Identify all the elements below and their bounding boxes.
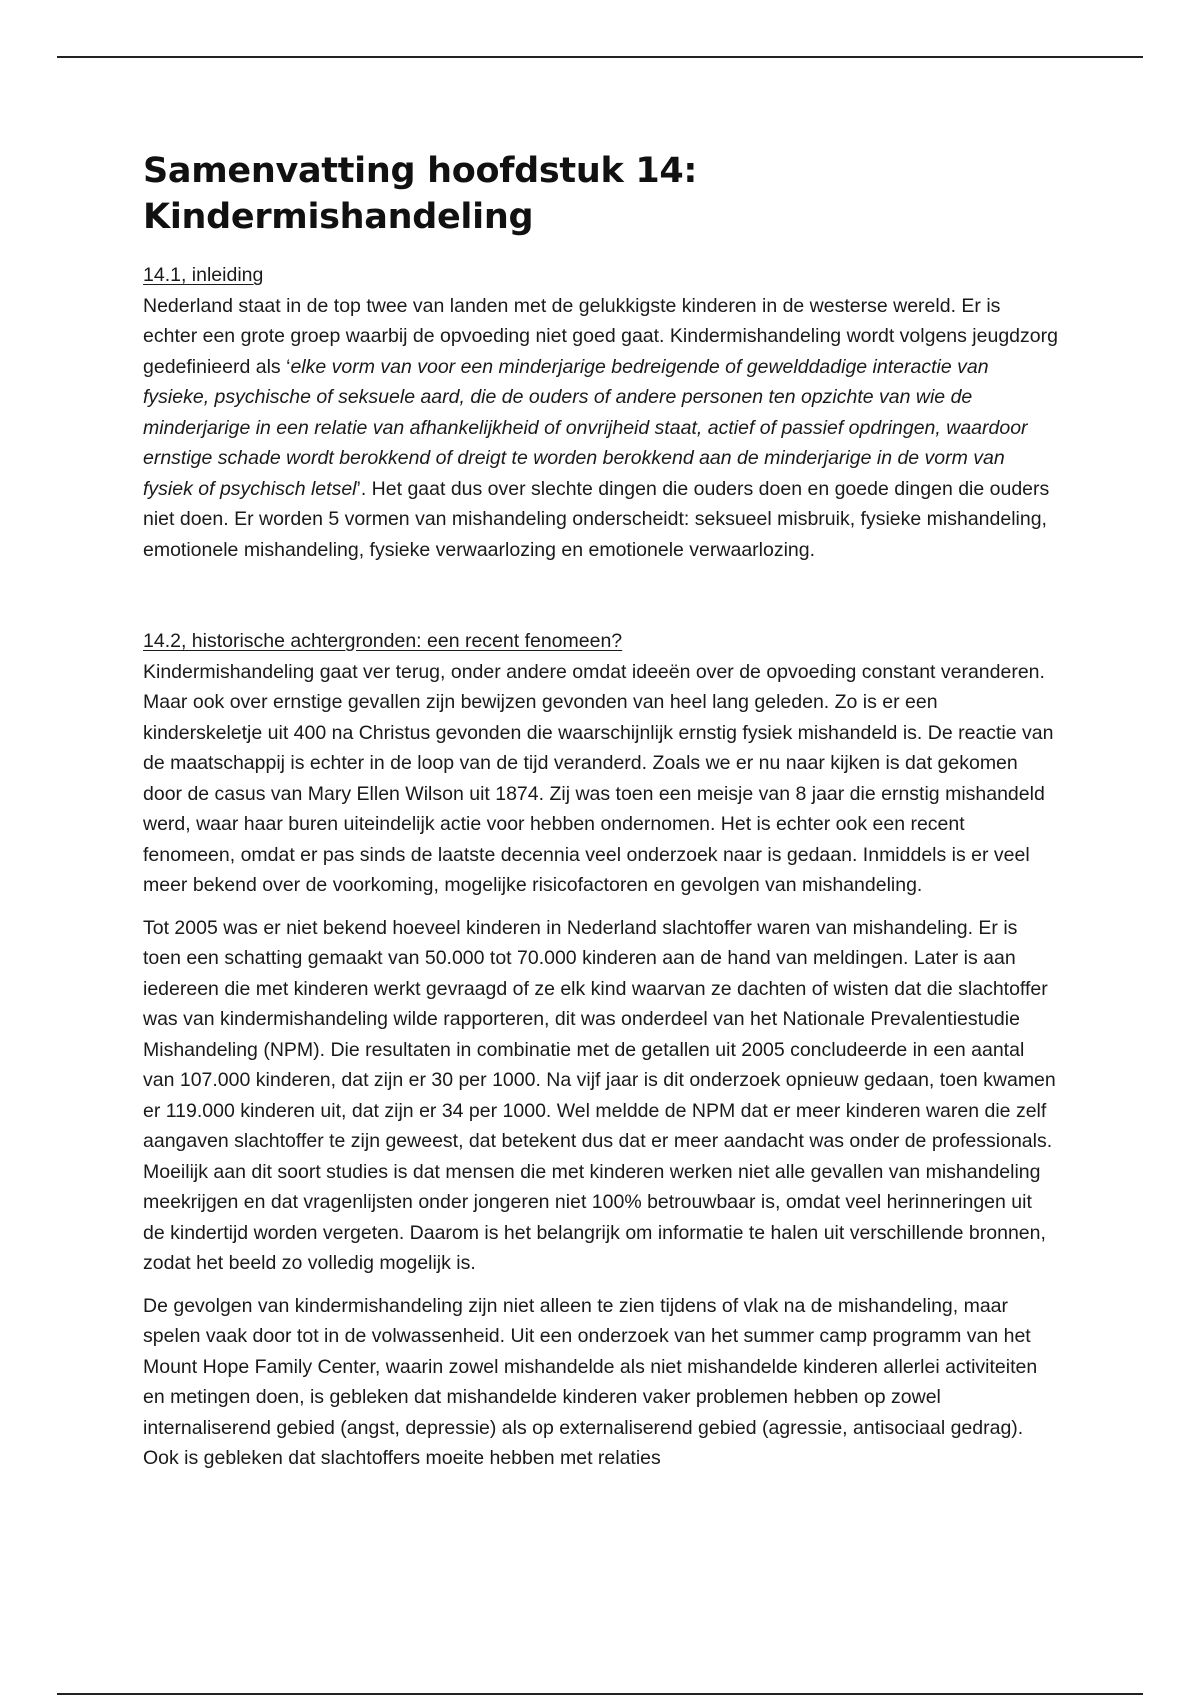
paragraph-consequences: De gevolgen van kindermishandeling zijn niet alleen te zien tijdens of vlak na de mishandeling, maar spelen vaak door tot in de volwassenheid. Uit een onderzoek van het summer camp programm van het Mount Hope Family Center, waarin zowel mishandelde als niet mishandelde kinderen allerlei activiteiten en metingen doen, is gebleken dat mishandelde kinderen vaker problemen hebben op zowel internaliserend gebied (angst, depressie) als op externaliserend gebied (agressie, antisociaal gedrag). Ook is gebleken dat slachtoffers moeite hebben met relaties: [143, 1294, 1038, 1469]
definition-quote: elke vorm van voor een minderjarige bedreigende of gewelddadige interactie van fysieke, psychische of seksuele aard, die de ouders of andere personen ten opzichte van wie de minderjarige in een relatie van afhankelijkheid of onvrijheid staat, actief of passief opdringen, waardoor ernstige schade wordt berokkend of dreigt te worden berokkend aan de minderjarige in de vorm van fysiek of psychisch letsel: [143, 355, 1028, 500]
document-body: [143, 148, 1058, 1474]
section-spacer: [143, 565, 1058, 626]
paragraph-inleiding: [143, 291, 1058, 566]
bottom-rule: [57, 1693, 1143, 1695]
section-heading-14-2: 14.2, historische achtergronden: een recent fenomeen?: [143, 630, 623, 652]
top-rule: [57, 56, 1143, 58]
paragraph-prevalence: Tot 2005 was er niet bekend hoeveel kinderen in Nederland slachtoffer waren van mishandeling. Er is toen een schatting gemaakt van 50.000 tot 70.000 kinderen aan de hand van meldingen. Later is aan iedereen die met kinderen werkt gevraagd of ze elk kind waarvan ze dachten of wisten dat die slachtoffer was van kindermishandeling wilde rapporteren, dit was onderdeel van het Nationale Prevalentiestudie Mishandeling (NPM). Die resultaten in combinatie met de getallen uit 2005 concludeerde in een aantal van 107.000 kinderen, dat zijn er 30 per 1000. Na vijf jaar is dit onderzoek opnieuw gedaan, toen kwamen er 119.000 kinderen uit, dat zijn er 34 per 1000. Wel meldde de NPM dat er meer kinderen waren die zelf aangaven slachtoffer te zijn geweest, dat betekent dus dat er meer aandacht was onder de professionals.: [143, 916, 1056, 1152]
page-title: Samenvatting hoofdstuk 14: Kindermishandeling: [143, 151, 698, 237]
paragraph-text: ’. Het gaat dus over slechte dingen die ouders doen en goede dingen die ouders niet doen. Er worden 5 vormen van mishandeling onderscheidt: seksueel misbruik, fysieke mishandeling, emotionele mishandeling, fysieke verwaarlozing en emotionele verwaarlozing.: [143, 477, 1050, 561]
paragraph-history: Kindermishandeling gaat ver terug, onder andere omdat ideeën over de opvoeding constant veranderen. Maar ook over ernstige gevallen zijn bewijzen gevonden van heel lang geleden. Zo is er een kinderskeletje uit 400 na Christus gevonden die waarschijnlijk ernstig fysiek mishandeld is. De reactie van de maatschappij is echter in de loop van de tijd veranderd. Zoals we er nu naar kijken is dat gekomen door de casus van Mary Ellen Wilson uit 1874. Zij was toen een meisje van 8 jaar die ernstig mishandeld werd, waar haar buren uiteindelijk actie voor hebben ondernomen. Het is echter ook een recent fenomeen, omdat er pas sinds de laatste decennia veel onderzoek naar is gedaan. Inmiddels is er veel meer bekend over de voorkoming, mogelijke risicofactoren en gevolgen van mishandeling.: [143, 660, 1054, 896]
section-heading-14-1: 14.1, inleiding: [143, 264, 264, 286]
paragraph-text: Nederland staat in de top twee van landen met de gelukkigste kinderen in de westerse wereld. Er is echter een grote groep waarbij de opvoeding niet goed gaat. Kindermishandeling wordt volgens jeugdzorg gedefinieerd als ‘: [143, 294, 1058, 378]
paragraph-limitations: Moeilijk aan dit soort studies is dat mensen die met kinderen werken niet alle gevallen van mishandeling meekrijgen en dat vragenlijsten onder jongeren niet 100% betrouwbaar is, omdat veel herinneringen uit de kindertijd worden vergeten. Daarom is het belangrijk om informatie te halen uit verschillende bronnen, zodat het beeld zo volledig mogelijk is.: [143, 1160, 1046, 1274]
